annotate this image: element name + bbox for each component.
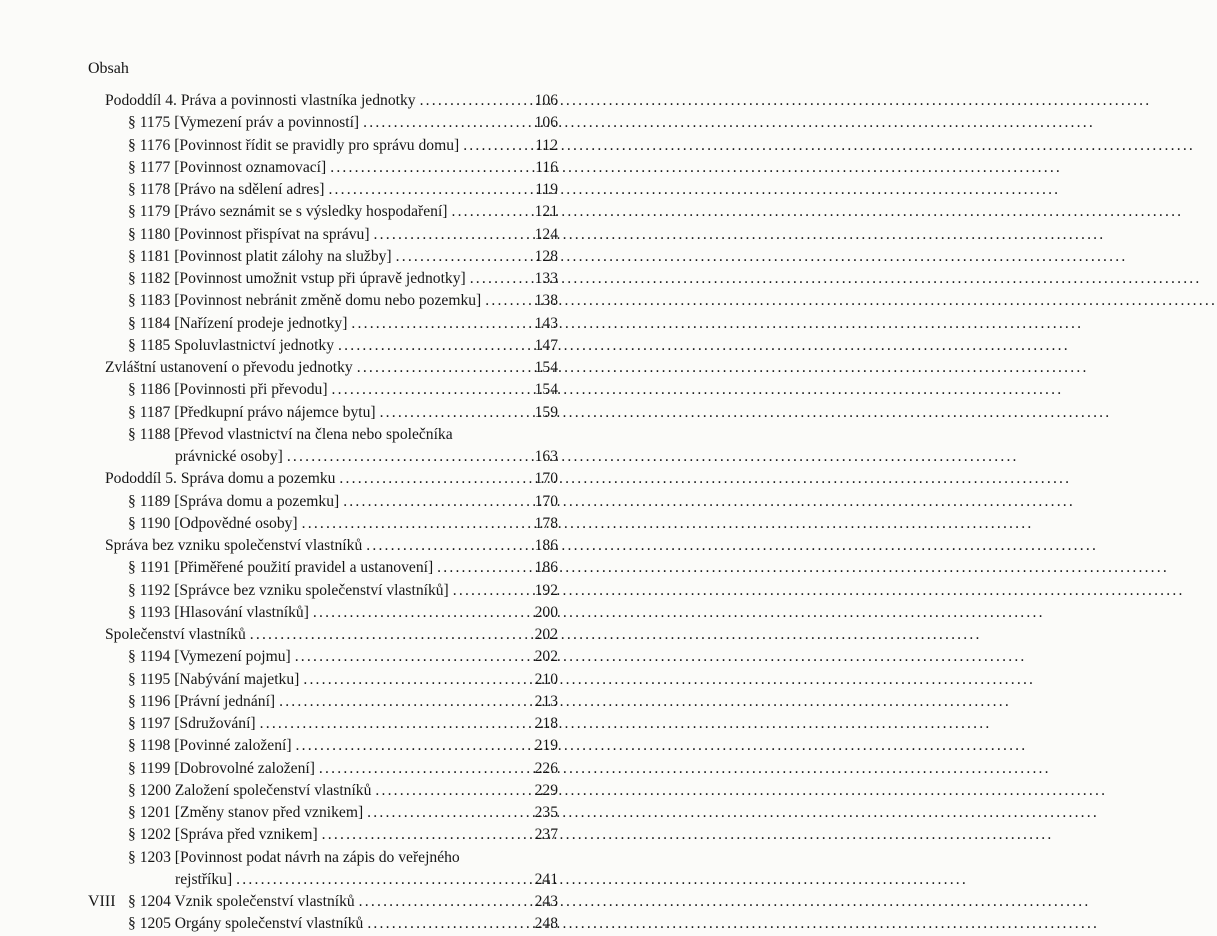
toc-entry-title: § 1177 [Povinnost oznamovací]	[128, 158, 327, 176]
toc-entry-page: 237	[534, 826, 558, 844]
toc-entry-title: § 1200 Založení společenství vlastníků	[128, 781, 372, 799]
toc-entry-page: 163	[534, 448, 558, 465]
toc-dot-leader	[322, 824, 532, 846]
toc-paragraph-entry	[105, 491, 558, 513]
toc-paragraph-entry	[105, 758, 558, 780]
toc-paragraph-entry	[105, 802, 558, 824]
toc-entry-title: § 1197 [Sdružování]	[128, 715, 256, 732]
toc-section-entry	[105, 624, 558, 646]
toc-paragraph-entry	[105, 913, 558, 935]
toc-dot-leader	[339, 468, 531, 490]
toc-paragraph-entry	[105, 112, 558, 134]
toc-entry-page: 186	[534, 559, 558, 577]
toc-entry-page: 154	[534, 381, 558, 399]
page-folio: VIII	[88, 893, 116, 910]
toc-paragraph-entry	[105, 268, 558, 290]
toc-dot-leader	[453, 580, 532, 602]
toc-dot-leader	[330, 157, 532, 179]
toc-paragraph-entry	[105, 735, 558, 757]
toc-entry-title: Pododdíl 4. Práva a povinnosti vlastníka jednotky	[105, 92, 416, 109]
toc-entry-page: 218	[534, 715, 558, 732]
toc-dot-leader	[351, 313, 531, 335]
toc-dot-leader	[250, 624, 532, 646]
toc-entry-page: 248	[534, 915, 558, 933]
toc-dot-leader	[332, 379, 532, 401]
toc-paragraph-entry	[105, 135, 558, 157]
toc-paragraph-entry	[105, 669, 558, 691]
toc-entry-page: 170	[534, 470, 558, 488]
toc-dot-leader	[470, 268, 532, 290]
toc-entry-title: § 1199 [Dobrovolné založení]	[128, 759, 315, 777]
toc-entry-title: § 1191 [Přiměřené použití pravidel a ustanovení]	[128, 559, 434, 577]
toc-entry-page: 121	[534, 203, 558, 221]
toc-paragraph-entry	[105, 224, 558, 246]
toc-paragraph-entry	[105, 179, 558, 201]
toc-entry-page: 229	[534, 781, 558, 799]
toc-entry-title: § 1201 [Změny stanov před vznikem]	[128, 804, 364, 821]
toc-entry-page: 186	[534, 537, 558, 554]
toc-entry-continuation-line	[128, 869, 558, 891]
toc-dot-leader	[485, 290, 531, 312]
toc-entry-title: § 1182 [Povinnost umožnit vstup při úpravě jednotky]	[128, 270, 466, 287]
toc-entry-page: 213	[534, 692, 558, 710]
toc-dot-leader	[313, 602, 532, 624]
toc-entry-title: § 1184 [Nařízení prodeje jednotky]	[128, 314, 348, 332]
toc-paragraph-entry	[105, 713, 558, 735]
toc-entry-page: 226	[534, 759, 558, 777]
toc-entry-continuation-line	[128, 446, 558, 468]
toc-entry-title: Zvláštní ustanovení o převodu jednotky	[105, 359, 353, 376]
toc-entry-title: § 1185 Spoluvlastnictví jednotky	[128, 336, 335, 354]
toc-dot-leader	[366, 535, 531, 557]
toc-dot-leader	[359, 891, 532, 913]
toc-paragraph-entry	[105, 290, 558, 312]
toc-dot-leader	[302, 513, 532, 535]
toc-entry-page: 170	[534, 492, 558, 510]
toc-entry-title: § 1192 [Správce bez vzniku společenství vlastníků]	[128, 581, 449, 599]
toc-dot-leader	[380, 402, 532, 424]
toc-entry-page: 128	[534, 247, 558, 265]
toc-entry-page: 154	[534, 359, 558, 376]
toc-entry-page: 116	[535, 158, 558, 176]
table-of-contents	[105, 90, 558, 936]
toc-entry-title: Pododdíl 5. Správa domu a pozemku	[105, 470, 336, 488]
toc-dot-leader	[396, 246, 532, 268]
toc-dot-leader	[296, 735, 532, 757]
toc-entry-page: 143	[534, 314, 558, 332]
toc-dot-leader	[375, 780, 531, 802]
toc-dot-leader	[303, 669, 531, 691]
toc-entry-title: Společenství vlastníků	[105, 626, 246, 643]
toc-paragraph-entry	[105, 157, 558, 179]
toc-section-entry	[105, 90, 558, 112]
toc-dot-leader	[367, 913, 531, 935]
toc-dot-leader	[374, 224, 532, 246]
toc-dot-leader	[437, 557, 531, 579]
toc-dot-leader	[328, 179, 532, 201]
toc-entry-page: 241	[534, 870, 558, 888]
toc-entry-title: § 1188 [Převod vlastnictví na člena nebo společníka	[128, 425, 453, 443]
toc-entry-page: 202	[534, 648, 558, 666]
toc-entry-title: § 1179 [Právo seznámit se s výsledky hospodaření]	[128, 203, 448, 221]
toc-entry-title: § 1205 Orgány společenství vlastníků	[128, 915, 364, 933]
toc-entry-title: § 1178 [Právo na sdělení adres]	[128, 181, 325, 198]
toc-entry-page: 138	[534, 292, 558, 310]
toc-paragraph-entry	[105, 246, 558, 268]
toc-entry-page: 106	[534, 114, 558, 132]
toc-dot-leader	[343, 491, 531, 513]
toc-entry-page: 112	[535, 136, 558, 154]
toc-entry-title: § 1203 [Povinnost podat návrh na zápis do veřejného	[128, 848, 460, 866]
toc-entry-page: 219	[534, 737, 558, 755]
toc-entry-page: 124	[534, 225, 558, 243]
toc-entry-title: § 1187 [Předkupní právo nájemce bytu]	[128, 403, 376, 421]
toc-entry-page: 159	[534, 403, 558, 421]
toc-entry-title: § 1193 [Hlasování vlastníků]	[128, 603, 309, 621]
toc-entry-title: § 1176 [Povinnost řídit se pravidly pro správu domu]	[128, 136, 460, 154]
toc-entry-page: 147	[534, 336, 558, 354]
toc-entry-title: § 1202 [Správa před vznikem]	[128, 826, 318, 844]
toc-section-entry	[105, 468, 558, 490]
toc-entry-page: 133	[534, 270, 558, 287]
toc-paragraph-entry	[105, 313, 558, 335]
toc-dot-leader	[420, 90, 532, 112]
toc-paragraph-entry	[105, 646, 558, 668]
toc-dot-leader	[295, 646, 532, 668]
toc-paragraph-entry	[105, 335, 558, 357]
toc-paragraph-entry	[105, 201, 558, 223]
toc-entry-page: 200	[534, 603, 558, 621]
toc-entry-page: 202	[534, 626, 558, 643]
toc-paragraph-entry	[105, 379, 558, 401]
toc-entry-page: 210	[534, 670, 558, 688]
toc-paragraph-entry	[105, 402, 558, 424]
running-head: Obsah	[88, 60, 129, 77]
toc-entry-title: § 1195 [Nabývání majetku]	[128, 670, 300, 688]
toc-entry-title: § 1190 [Odpovědné osoby]	[128, 514, 298, 532]
toc-paragraph-entry	[105, 691, 558, 713]
toc-dot-leader	[279, 691, 532, 713]
toc-dot-leader	[357, 357, 532, 379]
toc-paragraph-entry	[105, 891, 558, 913]
toc-entry-title: Správa bez vzniku společenství vlastníků	[105, 537, 363, 554]
toc-dot-leader	[287, 446, 532, 468]
toc-paragraph-entry	[105, 602, 558, 624]
toc-entry-page: 119	[535, 181, 558, 198]
toc-paragraph-entry	[105, 824, 558, 846]
toc-entry-title: § 1204 Vznik společenství vlastníků	[128, 893, 355, 910]
toc-section-entry	[105, 357, 558, 379]
toc-dot-leader	[451, 201, 531, 223]
toc-entry-title: § 1194 [Vymezení pojmu]	[128, 648, 291, 666]
toc-dot-leader	[236, 869, 531, 891]
toc-entry-title: § 1198 [Povinné založení]	[128, 737, 292, 755]
toc-entry-title: § 1183 [Povinnost nebránit změně domu nebo pozemku]	[128, 292, 482, 310]
toc-entry-page: 243	[534, 893, 558, 910]
toc-entry-title: § 1181 [Povinnost platit zálohy na služby]	[128, 247, 392, 265]
toc-dot-leader	[319, 758, 532, 780]
toc-dot-leader	[260, 713, 532, 735]
toc-entry-page: 235	[534, 804, 558, 821]
toc-entry-page: 106	[534, 92, 558, 109]
toc-entry-title: § 1186 [Povinnosti při převodu]	[128, 381, 328, 399]
toc-section-entry	[105, 535, 558, 557]
toc-entry-title-continuation: rejstříku]	[175, 870, 233, 888]
toc-dot-leader	[338, 335, 532, 357]
toc-entry-page: 178	[534, 514, 558, 532]
toc-entry-title: § 1196 [Právní jednání]	[128, 692, 276, 710]
toc-paragraph-entry	[105, 557, 558, 579]
toc-entry-title-continuation: právnické osoby]	[175, 448, 283, 465]
toc-entry-title: § 1175 [Vymezení práv a povinností]	[128, 114, 360, 132]
toc-dot-leader	[463, 135, 532, 157]
toc-dot-leader	[363, 112, 531, 134]
toc-paragraph-entry	[105, 513, 558, 535]
toc-paragraph-entry	[105, 780, 558, 802]
toc-paragraph-entry	[105, 847, 558, 892]
toc-dot-leader	[367, 802, 531, 824]
toc-entry-title: § 1189 [Správa domu a pozemku]	[128, 492, 340, 510]
toc-paragraph-entry	[105, 580, 558, 602]
toc-entry-page: 192	[534, 581, 558, 599]
toc-entry-title: § 1180 [Povinnost přispívat na správu]	[128, 225, 370, 243]
toc-paragraph-entry	[105, 424, 558, 469]
